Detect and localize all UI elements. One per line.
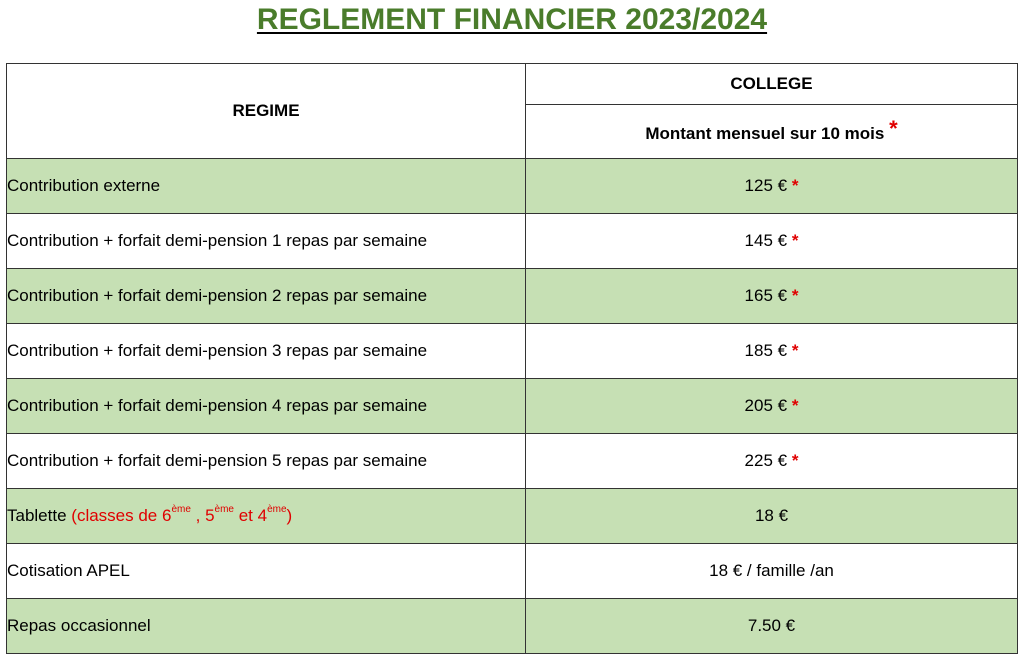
row-value: 225 € xyxy=(744,451,788,470)
header-montant-cell xyxy=(526,105,1018,159)
row-label: Cotisation APEL xyxy=(7,544,526,599)
asterisk-marker: * xyxy=(791,396,799,415)
tablette-note xyxy=(71,506,292,525)
row-label-cell xyxy=(7,489,526,544)
row-value: 18 € / famille /an xyxy=(526,544,1018,599)
row-value: 7.50 € xyxy=(526,599,1018,654)
row-value-cell xyxy=(526,269,1018,324)
row-value: 145 € xyxy=(744,231,788,250)
asterisk-marker: * xyxy=(791,286,799,305)
note-sup: ème xyxy=(171,504,191,515)
row-value-cell xyxy=(526,214,1018,269)
row-label: Contribution + forfait demi-pension 5 repas par semaine xyxy=(7,434,526,489)
note-sup: ème xyxy=(214,504,234,515)
note-suffix: ) xyxy=(286,506,293,525)
row-value: 165 € xyxy=(744,286,788,305)
row-label: Repas occasionnel xyxy=(7,599,526,654)
asterisk-marker: * xyxy=(791,176,799,195)
row-value: 185 € xyxy=(744,341,788,360)
header-regime: REGIME xyxy=(7,64,526,159)
table-row xyxy=(7,214,1018,269)
table-header-row xyxy=(7,64,1018,105)
table-row xyxy=(7,489,1018,544)
page-title-text: REGLEMENT FINANCIER 2023/2024 xyxy=(256,3,768,36)
row-value-cell xyxy=(526,159,1018,214)
row-label: Contribution + forfait demi-pension 1 repas par semaine xyxy=(7,214,526,269)
table-row xyxy=(7,269,1018,324)
table-row xyxy=(7,544,1018,599)
table-row xyxy=(7,434,1018,489)
row-label: Contribution + forfait demi-pension 4 repas par semaine xyxy=(7,379,526,434)
row-value-cell xyxy=(526,379,1018,434)
row-value-cell xyxy=(526,434,1018,489)
table-row xyxy=(7,159,1018,214)
header-montant: Montant mensuel sur 10 mois xyxy=(645,123,885,143)
table-row xyxy=(7,324,1018,379)
row-label: Contribution + forfait demi-pension 2 repas par semaine xyxy=(7,269,526,324)
asterisk-marker: * xyxy=(791,231,799,250)
asterisk-marker: * xyxy=(791,341,799,360)
page-title xyxy=(0,0,1024,44)
asterisk-marker: * xyxy=(889,115,898,141)
note-mid: , 5 xyxy=(190,506,215,525)
note-sup: ème xyxy=(267,504,287,515)
row-label: Tablette xyxy=(7,506,67,525)
row-value: 18 € xyxy=(526,489,1018,544)
header-college: COLLEGE xyxy=(526,64,1018,105)
row-label: Contribution externe xyxy=(7,159,526,214)
table-row xyxy=(7,599,1018,654)
row-value-cell xyxy=(526,324,1018,379)
row-value: 125 € xyxy=(744,176,788,195)
table-row xyxy=(7,379,1018,434)
row-label: Contribution + forfait demi-pension 3 repas par semaine xyxy=(7,324,526,379)
note-mid: et 4 xyxy=(233,506,268,525)
note-prefix: (classes de 6 xyxy=(71,506,172,525)
fee-table xyxy=(6,63,1018,654)
asterisk-marker: * xyxy=(791,451,799,470)
row-value: 205 € xyxy=(744,396,788,415)
